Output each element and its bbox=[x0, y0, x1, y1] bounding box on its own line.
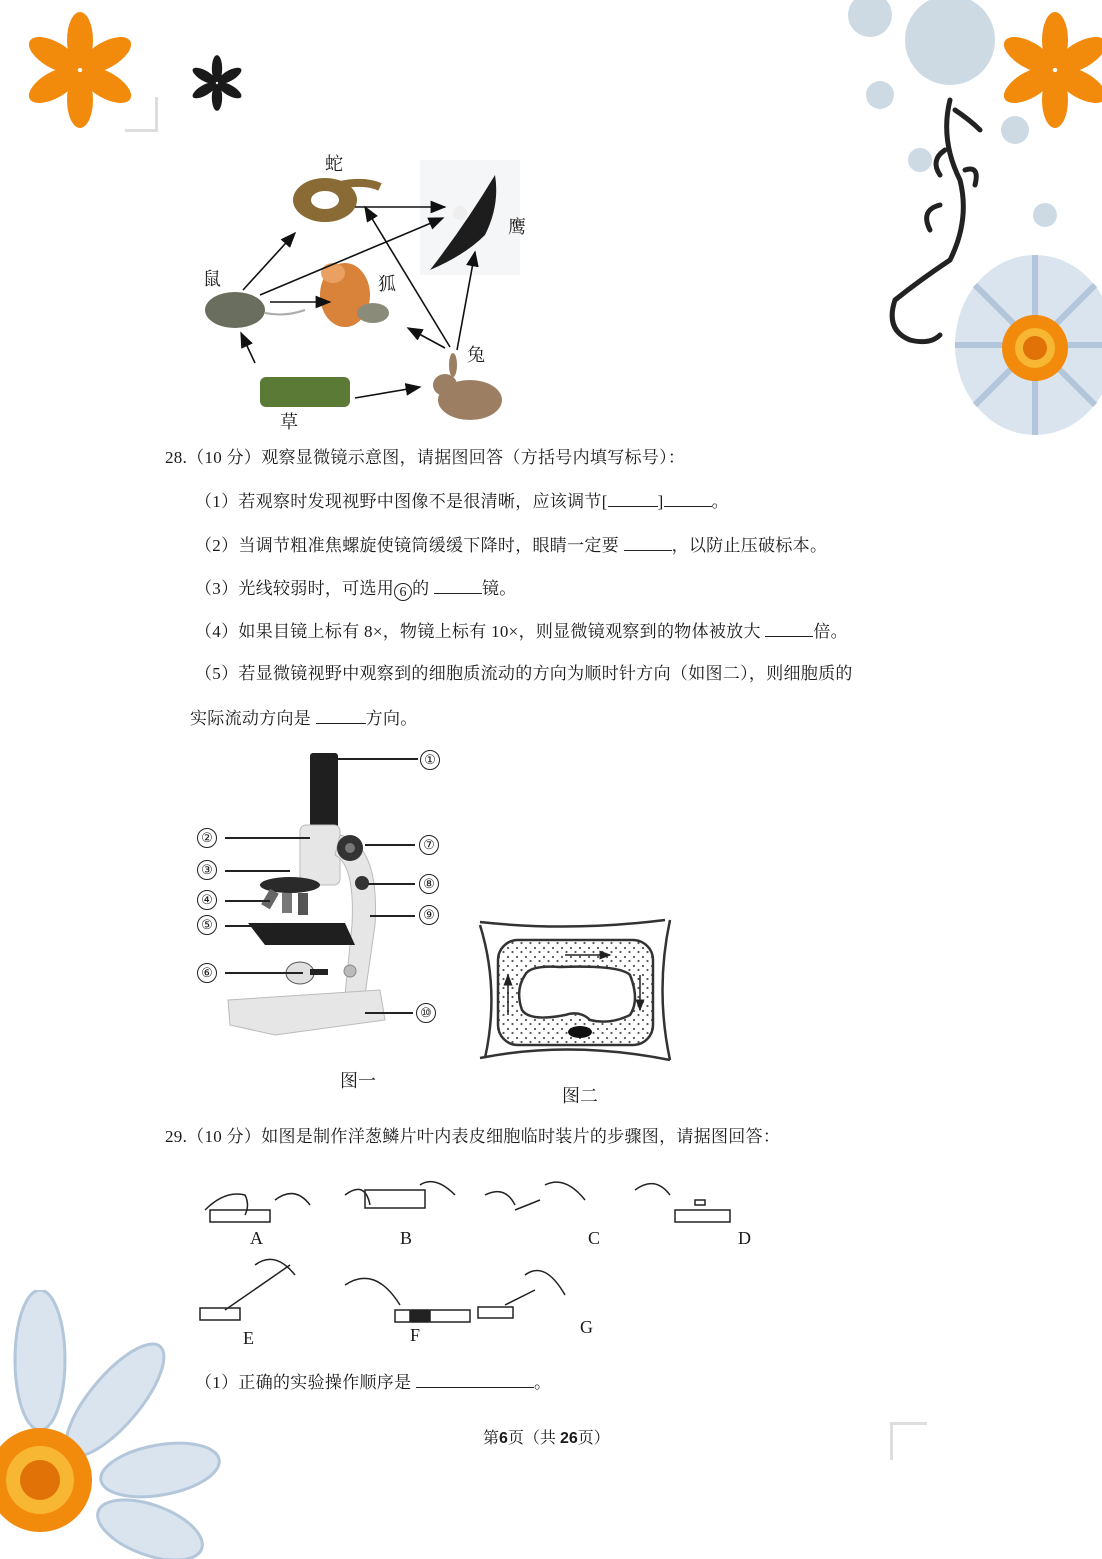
label-9: ⑨ bbox=[419, 905, 439, 925]
step-label-b: B bbox=[400, 1228, 413, 1248]
step-label-f: F bbox=[410, 1325, 421, 1345]
leader-line bbox=[225, 900, 270, 902]
leader-line bbox=[225, 837, 310, 839]
leader-line bbox=[225, 972, 303, 974]
label-1: ① bbox=[420, 750, 440, 770]
leader-line bbox=[368, 883, 415, 885]
step-label-g: G bbox=[580, 1317, 593, 1337]
leader-line bbox=[225, 925, 270, 927]
page-footer: 第6页（共 26页） bbox=[483, 1430, 610, 1447]
q28-item-5-cont: 实际流动方向是 方向。 bbox=[190, 709, 418, 728]
slide-prep-steps-figure bbox=[195, 1165, 815, 1355]
label-mouse: 鼠 bbox=[203, 269, 221, 290]
microscope-figure bbox=[190, 745, 450, 1095]
q29-title: 29.（10 分）如图是制作洋葱鳞片叶内表皮细胞临时装片的步骤图，请据图回答： bbox=[165, 1127, 781, 1146]
corner-mark-bottom-right bbox=[890, 1422, 927, 1460]
label-10: ⑩ bbox=[416, 1003, 436, 1023]
mouse-icon bbox=[205, 292, 305, 328]
leader-line bbox=[225, 870, 290, 872]
label-eagle: 鹰 bbox=[508, 217, 526, 238]
step-label-e: E bbox=[243, 1328, 254, 1348]
step-label-a: A bbox=[250, 1228, 263, 1248]
black-star-decoration bbox=[186, 52, 248, 114]
label-rabbit: 兔 bbox=[467, 345, 485, 366]
orange-flower-decoration-top-left bbox=[20, 10, 140, 130]
cell-figure bbox=[470, 910, 680, 1110]
label-3: ③ bbox=[197, 860, 217, 880]
label-snake: 蛇 bbox=[325, 154, 343, 175]
answer-blank[interactable] bbox=[434, 577, 482, 594]
figure-2-caption: 图二 bbox=[562, 1086, 598, 1107]
page-number: 6 bbox=[499, 1430, 508, 1447]
q28-item-5: （5）若显微镜视野中观察到的细胞质流动的方向为顺时针方向（如图二），则细胞质的 bbox=[195, 664, 853, 683]
step-label-d: D bbox=[738, 1228, 751, 1248]
hand-steps-icon bbox=[195, 1165, 815, 1355]
plant-cell-icon bbox=[470, 910, 680, 1065]
answer-blank[interactable] bbox=[316, 707, 366, 724]
label-8: ⑧ bbox=[419, 874, 439, 894]
food-web-figure bbox=[195, 145, 535, 435]
label-5: ⑤ bbox=[197, 915, 217, 935]
answer-blank[interactable] bbox=[624, 534, 672, 551]
label-4: ④ bbox=[197, 890, 217, 910]
circled-number-6: 6 bbox=[394, 583, 412, 601]
leader-line bbox=[330, 758, 418, 760]
q28-item-2: （2）当调节粗准焦螺旋使镜筒缓缓下降时，眼睛一定要 ，以防止压破标本。 bbox=[195, 536, 828, 555]
step-label-c: C bbox=[588, 1228, 601, 1248]
figure-1-caption: 图一 bbox=[340, 1071, 376, 1092]
leader-line bbox=[370, 915, 415, 917]
corner-mark-top-left bbox=[125, 97, 158, 132]
q28-item-3: （3）光线较弱时，可选用 6 的 镜。 bbox=[195, 579, 517, 600]
floral-decoration-top-right bbox=[830, 0, 1102, 440]
answer-blank[interactable] bbox=[608, 490, 658, 507]
label-fox: 狐 bbox=[378, 274, 396, 295]
answer-blank[interactable] bbox=[416, 1371, 534, 1388]
grass-icon bbox=[260, 377, 350, 407]
label-7: ⑦ bbox=[419, 835, 439, 855]
leader-line bbox=[365, 1012, 413, 1014]
label-6: ⑥ bbox=[197, 963, 217, 983]
q28-item-1: （1）若观察时发现视野中图像不是很清晰，应该调节[ ] 。 bbox=[195, 492, 729, 511]
answer-blank[interactable] bbox=[664, 490, 712, 507]
food-web-arrows bbox=[195, 145, 535, 435]
label-grass: 草 bbox=[280, 412, 298, 433]
q28-title: 28.（10 分）观察显微镜示意图，请据图回答（方括号内填写标号）： bbox=[165, 448, 686, 467]
answer-blank[interactable] bbox=[765, 620, 813, 637]
snake-icon bbox=[293, 178, 380, 222]
leader-line bbox=[365, 844, 415, 846]
page-total: 26 bbox=[559, 1430, 578, 1447]
q28-item-4: （4）如果目镜上标有 8×，物镜上标有 10×，则显微镜观察到的物体被放大 倍。 bbox=[195, 622, 848, 641]
label-2: ② bbox=[197, 828, 217, 848]
q29-item-1: （1）正确的实验操作顺序是 。 bbox=[195, 1373, 552, 1392]
